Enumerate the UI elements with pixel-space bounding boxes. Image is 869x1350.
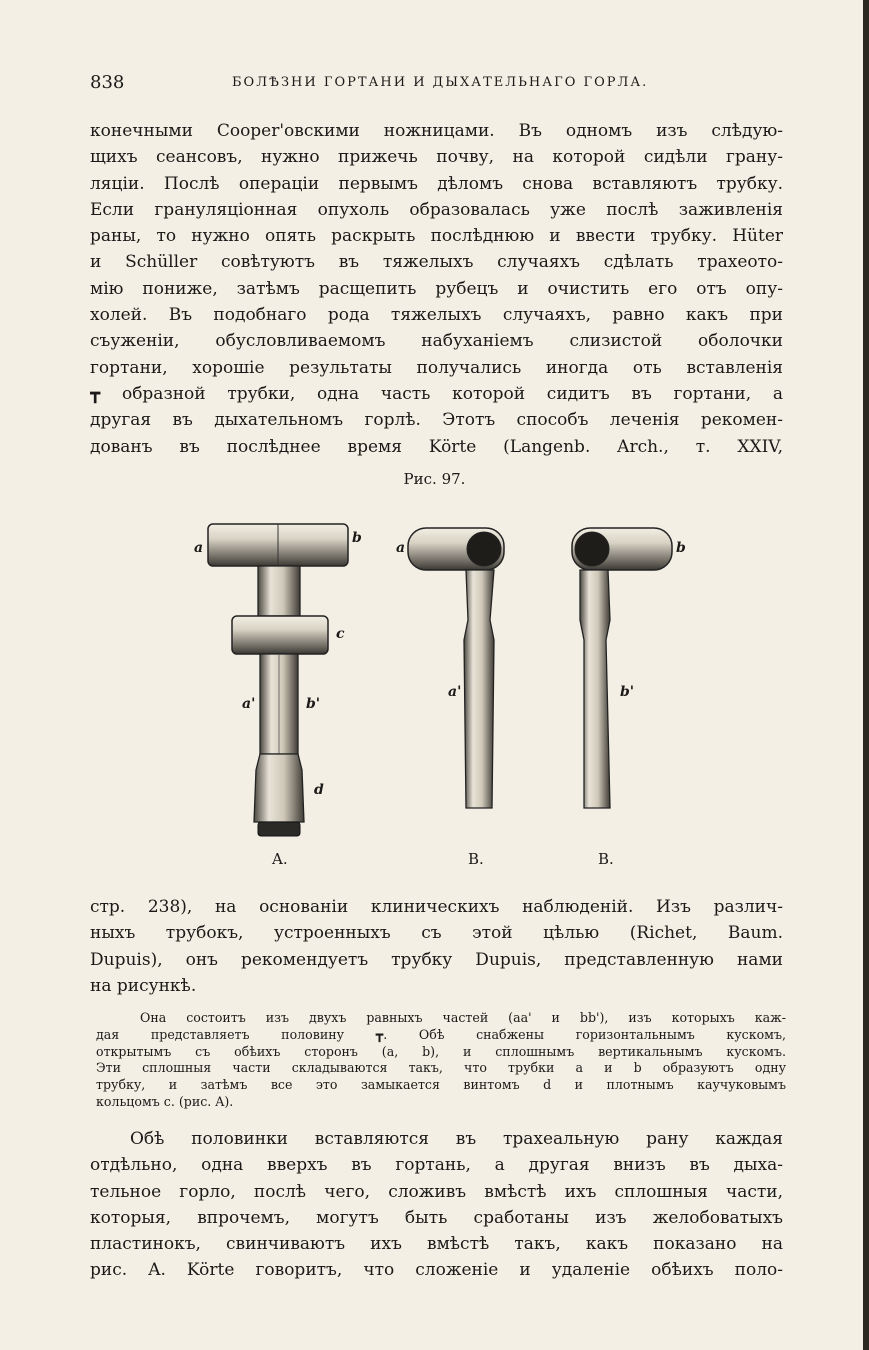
text-line: конечными Cooper'овскими ножницами. Въ одномъ изъ слѣдую- [90, 121, 783, 141]
paragraph-3 [90, 1126, 783, 1284]
text-line: раны, то нужно опять раскрыть послѣднюю и ввести трубку. Hüter [90, 226, 783, 247]
text-line: которыя, впрочемъ, могутъ быть сработаны изъ желобоватыхъ [90, 1207, 783, 1228]
paragraph-2 [90, 894, 783, 999]
running-title: БОЛѢЗНИ ГОРТАНИ И ДЫХАТЕЛЬНАГО ГОРЛА. [232, 75, 649, 90]
text-line: рис. A. Körte говоритъ, что сложеніе и удаленіе обѣихъ поло- [90, 1260, 783, 1281]
label-b: b [676, 540, 686, 556]
text-line: стр. 238), на основаніи клиническихъ наблюденій. Изъ различ- [90, 897, 783, 917]
text-line: дованъ въ послѣднее время Körte (Langenb. Arch., т. XXIV, [90, 436, 783, 457]
text-line: другая въ дыхательномъ горлѣ. Этотъ способъ леченія рекомен- [90, 410, 783, 431]
label-b: b [352, 530, 362, 546]
label-a-prime: a' [242, 696, 256, 712]
tube-half-right [572, 528, 672, 808]
text-line: гортани, хорошіе результаты получались иногда оть вставленія [90, 357, 783, 378]
label-d: d [314, 782, 324, 798]
subfigure-label-a: A. [272, 850, 288, 868]
text-line: на рисункѣ. [90, 975, 197, 996]
small-print-note [96, 1010, 786, 1111]
label-c: c [336, 626, 345, 642]
running-header [90, 72, 780, 96]
subfigure-label-b: B. [468, 850, 484, 868]
label-b-prime: b' [306, 696, 321, 712]
text-line: Обѣ половинки вставляются въ трахеальную рану каждая [130, 1129, 783, 1149]
label-a: a [194, 540, 204, 556]
page-number: 838 [90, 72, 125, 93]
text-line: дая представляетъ половину ┳. Обѣ снабжены горизонтальнымъ кускомъ, [96, 1026, 786, 1042]
text-line: Если грануляціонная опухоль образовалась уже послѣ заживленія [90, 199, 783, 220]
text-line: Она состоитъ изъ двухъ равныхъ частей (aa' и bb'), изъ которыхъ каж- [140, 1010, 786, 1025]
text-line: щихъ сеансовъ, нужно прижечь почву, на которой сидѣли грану- [90, 147, 783, 168]
text-line: съуженіи, обусловливаемомъ набуханіемъ слизистой оболочки [90, 331, 783, 352]
label-a-prime: a' [448, 684, 462, 700]
figure-97 [190, 510, 710, 870]
text-line: и Schüller совѣтуютъ въ тяжелыхъ случаяхъ сдѣлать трахеото- [90, 252, 783, 273]
label-a: a [396, 540, 406, 556]
text-line: ┳ образной трубки, одна часть которой сидитъ въ гортани, а [90, 383, 783, 404]
text-line: тельное горло, послѣ чего, сложивъ вмѣстѣ ихъ сплошныя части, [90, 1181, 783, 1202]
text-line: отдѣльно, одна вверхъ въ гортань, а другая внизъ въ дыха- [90, 1155, 783, 1176]
page-edge [863, 0, 869, 1350]
paragraph-1 [90, 118, 783, 460]
text-line: кольцомъ c. (рис. A). [96, 1093, 234, 1109]
text-line: пластинокъ, свинчиваютъ ихъ вмѣстѣ такъ, какъ показано на [90, 1234, 783, 1255]
text-line: трубку, и затѣмъ все это замыкается винтомъ d и плотнымъ каучуковымъ [96, 1077, 786, 1093]
text-line: Эти сплошныя части складываются такъ, что трубки a и b образуютъ одну [96, 1060, 786, 1076]
text-line: мію пониже, затѣмъ расщепить рубецъ и очистить его отъ опу- [90, 278, 783, 299]
text-line: холей. Въ подобнаго рода тяжелыхъ случаяхъ, равно какъ при [90, 305, 783, 326]
text-line: ныхъ трубокъ, устроенныхъ съ этой цѣлью (Richet, Baum. [90, 923, 783, 944]
figure-caption: Рис. 97. [403, 470, 466, 488]
tube-half-left [408, 528, 504, 808]
label-b-prime: b' [620, 684, 635, 700]
text-line: Dupuis), онъ рекомендуетъ трубку Dupuis, представленную нами [90, 949, 783, 970]
text-line: открытымъ съ обѣихъ сторонъ (a, b), и сплошнымъ вертикальнымъ кускомъ. [96, 1043, 786, 1059]
subfigure-label-b: B. [598, 850, 614, 868]
text-line: ляціи. Послѣ операціи первымъ дѣломъ снова вставляютъ трубку. [90, 173, 783, 194]
tube-assembled-a [208, 524, 348, 836]
